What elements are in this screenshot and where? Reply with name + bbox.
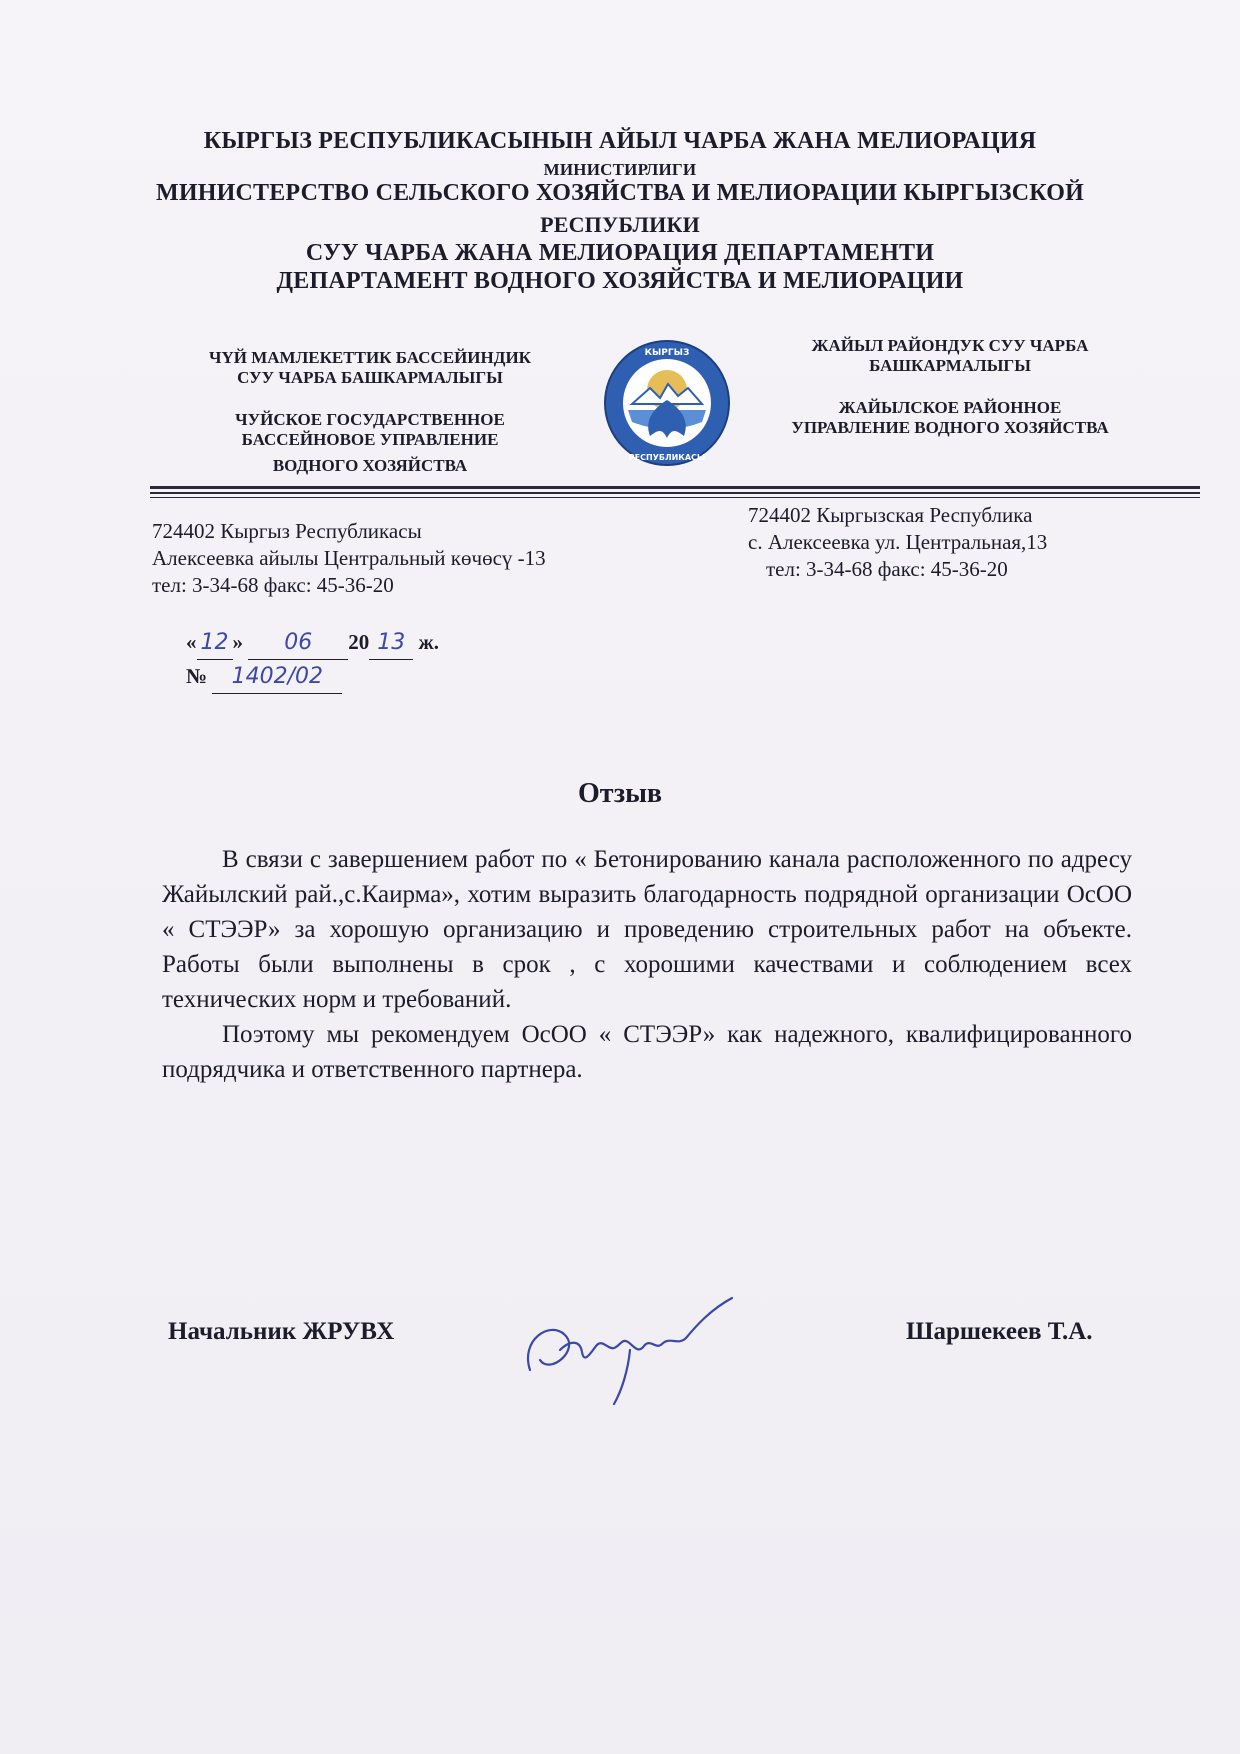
body-paragraph-1: В связи с завершением работ по « Бетонированию канала расположенного по адресу Жайылский рай.,с.Каирма», хотим выразить благодарность подрядной организации ОсОО « СТЭЭР» за хорошую организацию и проведению строительных работ на объекте. Работы были выполнены в срок , с хорошими качествами и соблюдением всех технических норм и требований. [162,846,1132,1013]
signatory-position: Начальник ЖРУВХ [168,1318,395,1345]
org-left-ru-1: ЧУЙСКОЕ ГОСУДАРСТВЕННОЕ [235,410,505,429]
document-number: 1402/02 [212,661,342,694]
body-paragraph-2: Поэтому мы рекомендуем ОсОО « СТЭЭР» как надежного, квалифицированного подрядчика и ответственного партнера. [162,1021,1132,1083]
org-left-kg-1: ЧҮЙ МАМЛЕКЕТТИК БАССЕЙИНДИК [209,348,531,367]
emblem-text-bottom: РЕСПУБЛИКАСЫ [628,453,706,462]
address-right-line-3: тел: 3-34-68 факс: 45-36-20 [766,557,1008,581]
state-emblem-icon [602,338,732,468]
address-right-line-2: с. Алексеевка ул. Центральная,13 [748,530,1048,554]
address-right [748,502,1208,583]
org-right-kg-2: БАШКАРМАЛЫГЫ [869,356,1031,375]
emblem-text-top: КЫРГЫЗ [644,348,690,358]
header-line-1: КЫРГЫЗ РЕСПУБЛИКАСЫНЫН АЙЫЛ ЧАРБА ЖАНА МЕЛИОРАЦИЯ [203,128,1037,154]
header-divider [150,492,1200,494]
header-line-5: СУУ ЧАРБА ЖАНА МЕЛИОРАЦИЯ ДЕПАРТАМЕНТИ [305,240,935,266]
address-left-line-1: 724402 Кыргыз Республикасы [152,519,422,543]
number-row [186,660,439,694]
date-quote-close: » [232,630,243,654]
org-right-block [770,336,1130,438]
header-line-2: МИНИСТИРЛИГИ [543,160,697,179]
number-label: № [186,664,208,688]
header-line-6: ДЕПАРТАМЕНТ ВОДНОГО ХОЗЯЙСТВА И МЕЛИОРАЦИИ [276,268,964,294]
org-right-kg-1: ЖАЙЫЛ РАЙОНДУК СУУ ЧАРБА [811,336,1089,355]
date-day: 12 [197,627,233,660]
org-left-ru-2: БАССЕЙНОВОЕ УПРАВЛЕНИЕ [241,430,499,449]
address-left-line-3: тел: 3-34-68 факс: 45-36-20 [152,573,394,597]
address-left [152,518,672,599]
signatory-name: Шаршекеев Т.А. [906,1318,1093,1345]
letter-body [162,842,1132,1087]
date-month: 06 [248,627,348,660]
date-suffix: ж. [418,630,439,654]
header-divider [150,497,1200,498]
address-left-line-2: Алексеевка айылы Центральный көчөсү -13 [152,546,546,570]
date-row [186,626,439,660]
org-left-block [190,348,550,476]
org-right-ru-1: ЖАЙЫЛСКОЕ РАЙОННОЕ [838,398,1062,417]
handwritten-signature [510,1280,770,1410]
header-divider [150,486,1200,489]
date-year-prefix: 20 [348,630,370,654]
org-left-ru-3: ВОДНОГО ХОЗЯЙСТВА [272,456,468,475]
org-left-kg-2: СУУ ЧАРБА БАШКАРМАЛЫГЫ [237,368,503,387]
org-right-ru-2: УПРАВЛЕНИЕ ВОДНОГО ХОЗЯЙСТВА [791,418,1109,437]
date-quote-open: « [186,630,197,654]
date-year-suffix: 13 [369,627,413,660]
header-line-4: РЕСПУБЛИКИ [540,212,700,237]
header-line-3: МИНИСТЕРСТВО СЕЛЬСКОГО ХОЗЯЙСТВА И МЕЛИОРАЦИИ КЫРГЫЗСКОЙ [156,180,1084,206]
page-title: Отзыв [577,778,663,809]
address-right-line-1: 724402 Кыргызская Республика [748,503,1033,527]
date-number-block [186,626,439,694]
